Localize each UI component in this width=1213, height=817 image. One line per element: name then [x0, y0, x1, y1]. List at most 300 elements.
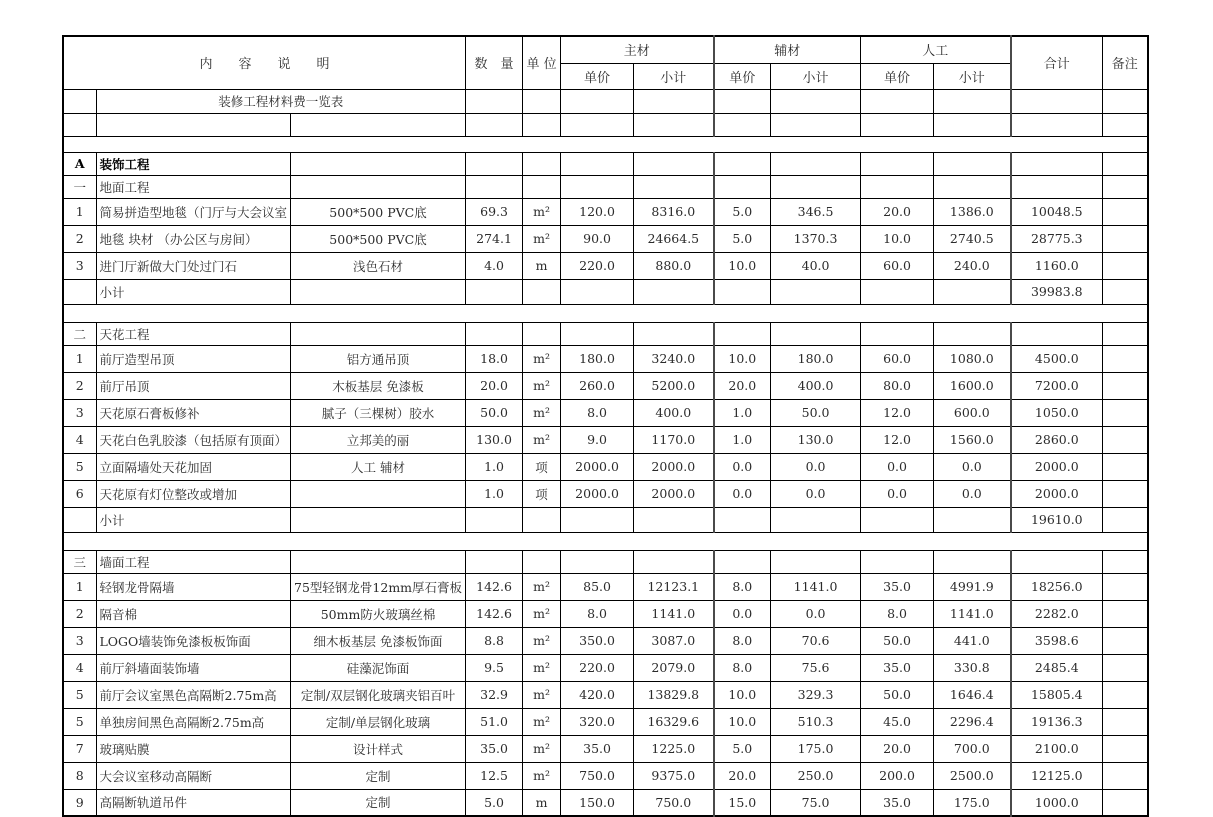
- section-name-cell: 地面工程: [96, 175, 291, 198]
- aux-subtotal-cell: 70.6: [771, 627, 861, 654]
- labor-subtotal-cell: 600.0: [934, 399, 1011, 426]
- row-number-cell: 2: [63, 372, 96, 399]
- grand-total-cell: 19136.3: [1011, 708, 1103, 735]
- grand-total-cell: 12125.0: [1011, 762, 1103, 789]
- grand-total-cell: 2100.0: [1011, 735, 1103, 762]
- row-number-cell: 5: [63, 708, 96, 735]
- unit-cell: 项: [523, 453, 561, 480]
- qty-cell: [466, 113, 523, 136]
- remark-cell: [1103, 654, 1148, 681]
- labor-subtotal-cell: [934, 175, 1011, 198]
- main-unit-price-cell: 220.0: [561, 252, 634, 279]
- grand-total-cell: 28775.3: [1011, 225, 1103, 252]
- main-unit-price-cell: [561, 113, 634, 136]
- row-number-cell: 1: [63, 198, 96, 225]
- header-aux-unit-price: 单价: [714, 63, 771, 89]
- unit-cell: m²: [523, 399, 561, 426]
- description-cell: 前厅会议室黑色高隔断2.75m高: [96, 681, 291, 708]
- remark-cell: [1103, 113, 1148, 136]
- spec-cell: 立邦美的丽: [291, 426, 466, 453]
- qty-cell: [466, 279, 523, 304]
- description-cell: [96, 113, 291, 136]
- main-unit-price-cell: 8.0: [561, 399, 634, 426]
- main-unit-price-cell: 320.0: [561, 708, 634, 735]
- table-row-item: [63, 735, 1148, 762]
- grand-total-cell: 3598.6: [1011, 627, 1103, 654]
- labor-unit-price-cell: 12.0: [861, 426, 934, 453]
- aux-unit-price-cell: 0.0: [714, 453, 771, 480]
- labor-unit-price-cell: 20.0: [861, 735, 934, 762]
- spec-cell: [291, 322, 466, 345]
- description-cell: 天花原石膏板修补: [96, 399, 291, 426]
- labor-subtotal-cell: 240.0: [934, 252, 1011, 279]
- spec-cell: [291, 279, 466, 304]
- main-subtotal-cell: 8316.0: [634, 198, 714, 225]
- description-cell: 隔音棉: [96, 600, 291, 627]
- unit-cell: [523, 89, 561, 113]
- aux-unit-price-cell: 20.0: [714, 372, 771, 399]
- unit-cell: m²: [523, 681, 561, 708]
- table-body: [63, 89, 1148, 816]
- table-row-section: [63, 550, 1148, 573]
- aux-subtotal-cell: 0.0: [771, 600, 861, 627]
- qty-cell: [466, 507, 523, 532]
- spec-cell: 500*500 PVC底: [291, 198, 466, 225]
- labor-subtotal-cell: 0.0: [934, 480, 1011, 507]
- qty-cell: 9.5: [466, 654, 523, 681]
- row-number-cell: 1: [63, 573, 96, 600]
- remark-cell: [1103, 426, 1148, 453]
- row-number-cell: 5: [63, 681, 96, 708]
- aux-subtotal-cell: [771, 113, 861, 136]
- aux-unit-price-cell: 5.0: [714, 735, 771, 762]
- aux-subtotal-cell: 1141.0: [771, 573, 861, 600]
- row-number-cell: 4: [63, 654, 96, 681]
- aux-subtotal-cell: [771, 89, 861, 113]
- main-subtotal-cell: [634, 152, 714, 175]
- aux-subtotal-cell: [771, 550, 861, 573]
- labor-unit-price-cell: 0.0: [861, 453, 934, 480]
- unit-cell: [523, 113, 561, 136]
- table-row-item: [63, 198, 1148, 225]
- qty-cell: 51.0: [466, 708, 523, 735]
- main-subtotal-cell: 400.0: [634, 399, 714, 426]
- labor-subtotal-cell: [934, 322, 1011, 345]
- aux-unit-price-cell: 10.0: [714, 345, 771, 372]
- spec-cell: 50mm防火玻璃丝棉: [291, 600, 466, 627]
- remark-cell: [1103, 175, 1148, 198]
- table-row-item: [63, 480, 1148, 507]
- grand-total-cell: 1000.0: [1011, 789, 1103, 816]
- grand-total-cell: [1011, 113, 1103, 136]
- aux-unit-price-cell: [714, 550, 771, 573]
- main-subtotal-cell: [634, 550, 714, 573]
- aux-unit-price-cell: [714, 152, 771, 175]
- remark-cell: [1103, 550, 1148, 573]
- labor-unit-price-cell: [861, 279, 934, 304]
- remark-cell: [1103, 507, 1148, 532]
- aux-unit-price-cell: 1.0: [714, 399, 771, 426]
- aux-unit-price-cell: 20.0: [714, 762, 771, 789]
- qty-cell: 130.0: [466, 426, 523, 453]
- table-row-item: [63, 573, 1148, 600]
- labor-subtotal-cell: 1560.0: [934, 426, 1011, 453]
- labor-subtotal-cell: 0.0: [934, 453, 1011, 480]
- main-subtotal-cell: 12123.1: [634, 573, 714, 600]
- unit-cell: m²: [523, 372, 561, 399]
- remark-cell: [1103, 453, 1148, 480]
- labor-subtotal-cell: 441.0: [934, 627, 1011, 654]
- remark-cell: [1103, 681, 1148, 708]
- remark-cell: [1103, 789, 1148, 816]
- table-row-item: [63, 345, 1148, 372]
- main-unit-price-cell: 150.0: [561, 789, 634, 816]
- aux-subtotal-cell: [771, 279, 861, 304]
- subtotal-label-cell: 小计: [96, 279, 291, 304]
- main-subtotal-cell: 1225.0: [634, 735, 714, 762]
- table-header: [63, 36, 1148, 89]
- main-subtotal-cell: [634, 279, 714, 304]
- description-cell: 立面隔墙处天花加固: [96, 453, 291, 480]
- section-gap: [63, 304, 1148, 322]
- aux-unit-price-cell: [714, 279, 771, 304]
- remark-cell: [1103, 322, 1148, 345]
- aux-subtotal-cell: 75.0: [771, 789, 861, 816]
- labor-unit-price-cell: [861, 89, 934, 113]
- row-number-cell: [63, 279, 96, 304]
- qty-cell: 142.6: [466, 600, 523, 627]
- qty-cell: [466, 152, 523, 175]
- labor-unit-price-cell: [861, 550, 934, 573]
- labor-unit-price-cell: 0.0: [861, 480, 934, 507]
- unit-cell: m²: [523, 708, 561, 735]
- main-unit-price-cell: 750.0: [561, 762, 634, 789]
- unit-cell: 项: [523, 480, 561, 507]
- remark-cell: [1103, 708, 1148, 735]
- remark-cell: [1103, 225, 1148, 252]
- grand-total-cell: 7200.0: [1011, 372, 1103, 399]
- main-unit-price-cell: 2000.0: [561, 453, 634, 480]
- aux-unit-price-cell: 8.0: [714, 573, 771, 600]
- remark-cell: [1103, 198, 1148, 225]
- header-content: 内 容 说 明: [63, 36, 466, 89]
- row-number-cell: 4: [63, 426, 96, 453]
- labor-subtotal-cell: 2740.5: [934, 225, 1011, 252]
- spec-cell: 木板基层 免漆板: [291, 372, 466, 399]
- aux-subtotal-cell: [771, 322, 861, 345]
- qty-cell: 8.8: [466, 627, 523, 654]
- header-aux-subtotal: 小计: [771, 63, 861, 89]
- row-number-cell: [63, 113, 96, 136]
- remark-cell: [1103, 600, 1148, 627]
- description-cell: 前厅吊顶: [96, 372, 291, 399]
- section-number-cell: 二: [63, 322, 96, 345]
- qty-cell: 69.3: [466, 198, 523, 225]
- table-row-item: [63, 627, 1148, 654]
- qty-cell: 4.0: [466, 252, 523, 279]
- header-labor: 人工: [861, 36, 1011, 63]
- labor-unit-price-cell: 50.0: [861, 627, 934, 654]
- header-main-subtotal: 小计: [634, 63, 714, 89]
- labor-subtotal-cell: 700.0: [934, 735, 1011, 762]
- unit-cell: [523, 152, 561, 175]
- remark-cell: [1103, 762, 1148, 789]
- table-row-section: [63, 322, 1148, 345]
- table-row-item: [63, 708, 1148, 735]
- aux-subtotal-cell: [771, 507, 861, 532]
- header-grand-total: 合计: [1011, 36, 1103, 89]
- labor-unit-price-cell: [861, 175, 934, 198]
- grand-total-cell: [1011, 322, 1103, 345]
- aux-subtotal-cell: 175.0: [771, 735, 861, 762]
- section-name-cell: 装饰工程: [96, 152, 291, 175]
- cost-table: [62, 35, 1149, 817]
- remark-cell: [1103, 627, 1148, 654]
- description-cell: LOGO墙装饰免漆板板饰面: [96, 627, 291, 654]
- main-unit-price-cell: [561, 550, 634, 573]
- table-row-item: [63, 789, 1148, 816]
- labor-unit-price-cell: 60.0: [861, 252, 934, 279]
- main-unit-price-cell: [561, 175, 634, 198]
- description-cell: 前厅造型吊顶: [96, 345, 291, 372]
- aux-subtotal-cell: 0.0: [771, 453, 861, 480]
- aux-subtotal-cell: [771, 175, 861, 198]
- qty-cell: 5.0: [466, 789, 523, 816]
- main-subtotal-cell: 2000.0: [634, 480, 714, 507]
- labor-subtotal-cell: [934, 113, 1011, 136]
- table-row-gap_small: [63, 136, 1148, 152]
- labor-unit-price-cell: 45.0: [861, 708, 934, 735]
- labor-unit-price-cell: 35.0: [861, 573, 934, 600]
- grand-total-cell: [1011, 89, 1103, 113]
- unit-cell: m²: [523, 762, 561, 789]
- unit-cell: m²: [523, 573, 561, 600]
- aux-unit-price-cell: 8.0: [714, 627, 771, 654]
- section-number-cell: A: [63, 152, 96, 175]
- remark-cell: [1103, 345, 1148, 372]
- description-cell: 大会议室移动高隔断: [96, 762, 291, 789]
- main-unit-price-cell: [561, 507, 634, 532]
- qty-cell: 35.0: [466, 735, 523, 762]
- qty-cell: [466, 175, 523, 198]
- table-row-item: [63, 600, 1148, 627]
- main-unit-price-cell: 120.0: [561, 198, 634, 225]
- grand-total-cell: [1011, 550, 1103, 573]
- labor-unit-price-cell: 12.0: [861, 399, 934, 426]
- main-subtotal-cell: [634, 175, 714, 198]
- qty-cell: 32.9: [466, 681, 523, 708]
- table-row-title: [63, 89, 1148, 113]
- remark-cell: [1103, 252, 1148, 279]
- spec-cell: [291, 550, 466, 573]
- spec-cell: 500*500 PVC底: [291, 225, 466, 252]
- aux-unit-price-cell: 5.0: [714, 225, 771, 252]
- labor-unit-price-cell: 35.0: [861, 654, 934, 681]
- main-subtotal-cell: [634, 89, 714, 113]
- labor-subtotal-cell: 175.0: [934, 789, 1011, 816]
- unit-cell: m²: [523, 225, 561, 252]
- remark-cell: [1103, 372, 1148, 399]
- grand-total-cell: 39983.8: [1011, 279, 1103, 304]
- aux-subtotal-cell: 130.0: [771, 426, 861, 453]
- spec-cell: 人工 辅材: [291, 453, 466, 480]
- spec-cell: [291, 175, 466, 198]
- qty-cell: 142.6: [466, 573, 523, 600]
- main-unit-price-cell: 220.0: [561, 654, 634, 681]
- unit-cell: m²: [523, 627, 561, 654]
- main-subtotal-cell: 16329.6: [634, 708, 714, 735]
- header-remark: 备注: [1103, 36, 1148, 89]
- aux-unit-price-cell: 10.0: [714, 681, 771, 708]
- spec-cell: 铝方通吊顶: [291, 345, 466, 372]
- spec-cell: 定制/单层钢化玻璃: [291, 708, 466, 735]
- unit-cell: m²: [523, 654, 561, 681]
- description-cell: 天花白色乳胶漆（包括原有顶面）: [96, 426, 291, 453]
- section-number-cell: 三: [63, 550, 96, 573]
- header-main-unit-price: 单价: [561, 63, 634, 89]
- spec-cell: 定制: [291, 789, 466, 816]
- remark-cell: [1103, 735, 1148, 762]
- aux-subtotal-cell: 250.0: [771, 762, 861, 789]
- grand-total-cell: 2485.4: [1011, 654, 1103, 681]
- aux-unit-price-cell: [714, 113, 771, 136]
- main-subtotal-cell: 750.0: [634, 789, 714, 816]
- grand-total-cell: 18256.0: [1011, 573, 1103, 600]
- main-unit-price-cell: [561, 279, 634, 304]
- labor-subtotal-cell: [934, 507, 1011, 532]
- spec-cell: [291, 113, 466, 136]
- spec-cell: 硅藻泥饰面: [291, 654, 466, 681]
- subtotal-label-cell: 小计: [96, 507, 291, 532]
- main-subtotal-cell: [634, 113, 714, 136]
- row-number-cell: [63, 89, 96, 113]
- grand-total-cell: 2282.0: [1011, 600, 1103, 627]
- labor-subtotal-cell: 1600.0: [934, 372, 1011, 399]
- unit-cell: m²: [523, 735, 561, 762]
- aux-subtotal-cell: 75.6: [771, 654, 861, 681]
- table-row-item: [63, 225, 1148, 252]
- header-unit: 单 位: [523, 36, 561, 89]
- table-row-item: [63, 426, 1148, 453]
- main-unit-price-cell: [561, 322, 634, 345]
- aux-unit-price-cell: [714, 322, 771, 345]
- unit-cell: [523, 550, 561, 573]
- unit-cell: [523, 322, 561, 345]
- aux-unit-price-cell: 1.0: [714, 426, 771, 453]
- labor-unit-price-cell: 20.0: [861, 198, 934, 225]
- spec-cell: 75型轻钢龙骨12mm厚石膏板: [291, 573, 466, 600]
- main-unit-price-cell: 9.0: [561, 426, 634, 453]
- spec-cell: [291, 480, 466, 507]
- aux-subtotal-cell: 0.0: [771, 480, 861, 507]
- unit-cell: m²: [523, 198, 561, 225]
- spec-cell: 定制/双层钢化玻璃夹铝百叶: [291, 681, 466, 708]
- grand-total-cell: 2860.0: [1011, 426, 1103, 453]
- row-number-cell: 3: [63, 627, 96, 654]
- qty-cell: 274.1: [466, 225, 523, 252]
- main-subtotal-cell: 2000.0: [634, 453, 714, 480]
- unit-cell: m: [523, 252, 561, 279]
- table-row-item: [63, 681, 1148, 708]
- spec-cell: 浅色石材: [291, 252, 466, 279]
- aux-unit-price-cell: [714, 89, 771, 113]
- labor-unit-price-cell: [861, 152, 934, 175]
- labor-unit-price-cell: 200.0: [861, 762, 934, 789]
- aux-subtotal-cell: 329.3: [771, 681, 861, 708]
- aux-unit-price-cell: 8.0: [714, 654, 771, 681]
- main-subtotal-cell: 1141.0: [634, 600, 714, 627]
- labor-subtotal-cell: [934, 89, 1011, 113]
- grand-total-cell: 19610.0: [1011, 507, 1103, 532]
- table-row-item: [63, 453, 1148, 480]
- main-subtotal-cell: [634, 507, 714, 532]
- main-unit-price-cell: 2000.0: [561, 480, 634, 507]
- aux-subtotal-cell: 40.0: [771, 252, 861, 279]
- labor-unit-price-cell: 80.0: [861, 372, 934, 399]
- main-subtotal-cell: 2079.0: [634, 654, 714, 681]
- table-row-section: [63, 152, 1148, 175]
- main-subtotal-cell: [634, 322, 714, 345]
- section-name-cell: 墙面工程: [96, 550, 291, 573]
- aux-unit-price-cell: 0.0: [714, 600, 771, 627]
- table-row-subtotal: [63, 279, 1148, 304]
- aux-subtotal-cell: 400.0: [771, 372, 861, 399]
- aux-subtotal-cell: 346.5: [771, 198, 861, 225]
- aux-unit-price-cell: 15.0: [714, 789, 771, 816]
- labor-subtotal-cell: 1386.0: [934, 198, 1011, 225]
- description-cell: 前厅斜墙面装饰墙: [96, 654, 291, 681]
- section-gap: [63, 532, 1148, 550]
- spec-cell: 腻子（三棵树）胶水: [291, 399, 466, 426]
- description-cell: 玻璃贴膜: [96, 735, 291, 762]
- unit-cell: [523, 175, 561, 198]
- remark-cell: [1103, 279, 1148, 304]
- description-cell: 简易拼造型地毯（门厅与大会议室: [96, 198, 291, 225]
- description-cell: 进门厅新做大门处过门石: [96, 252, 291, 279]
- main-unit-price-cell: [561, 89, 634, 113]
- labor-subtotal-cell: 2500.0: [934, 762, 1011, 789]
- aux-unit-price-cell: 10.0: [714, 252, 771, 279]
- labor-subtotal-cell: 330.8: [934, 654, 1011, 681]
- main-subtotal-cell: 24664.5: [634, 225, 714, 252]
- row-number-cell: 3: [63, 252, 96, 279]
- remark-cell: [1103, 89, 1148, 113]
- main-unit-price-cell: 180.0: [561, 345, 634, 372]
- remark-cell: [1103, 152, 1148, 175]
- row-number-cell: 2: [63, 225, 96, 252]
- grand-total-cell: 1160.0: [1011, 252, 1103, 279]
- aux-subtotal-cell: 180.0: [771, 345, 861, 372]
- spec-cell: 设计样式: [291, 735, 466, 762]
- aux-subtotal-cell: [771, 152, 861, 175]
- table-row-item: [63, 252, 1148, 279]
- unit-cell: [523, 279, 561, 304]
- description-cell: 高隔断轨道吊件: [96, 789, 291, 816]
- header-labor-unit-price: 单价: [861, 63, 934, 89]
- qty-cell: [466, 322, 523, 345]
- aux-unit-price-cell: 0.0: [714, 480, 771, 507]
- unit-cell: [523, 507, 561, 532]
- grand-total-cell: 2000.0: [1011, 480, 1103, 507]
- labor-unit-price-cell: 50.0: [861, 681, 934, 708]
- main-unit-price-cell: 350.0: [561, 627, 634, 654]
- labor-unit-price-cell: [861, 322, 934, 345]
- labor-subtotal-cell: [934, 152, 1011, 175]
- section-name-cell: 天花工程: [96, 322, 291, 345]
- section-number-cell: 一: [63, 175, 96, 198]
- spec-cell: [291, 507, 466, 532]
- main-unit-price-cell: 8.0: [561, 600, 634, 627]
